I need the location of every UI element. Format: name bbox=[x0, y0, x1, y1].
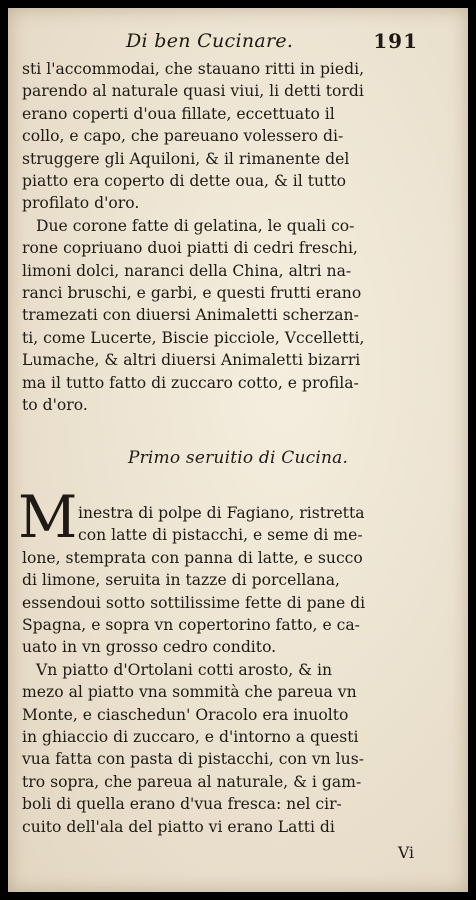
paragraph-3 bbox=[22, 502, 422, 659]
text-line: essendoui sotto sottilissime fette di pane di bbox=[22, 593, 366, 612]
text-line: ma il tutto fatto di zuccaro cotto, e profila- bbox=[22, 373, 359, 392]
text-line: lone, stemprata con panna di latte, e succo bbox=[22, 548, 363, 567]
running-head bbox=[8, 30, 468, 56]
text-line: rone copriuano duoi piatti di cedri freschi, bbox=[22, 239, 358, 258]
book-page bbox=[8, 8, 468, 892]
text-line: profilato d'oro. bbox=[22, 194, 140, 213]
text-line: boli di quella erano d'vua fresca: nel cir- bbox=[22, 795, 342, 814]
paragraph-2 bbox=[22, 215, 422, 417]
text-line: cuito dell'ala del piatto vi erano Latti di bbox=[22, 817, 335, 836]
text-line: piatto era coperto di dette oua, & il tutto bbox=[22, 172, 346, 191]
text-line: ranci bruschi, e garbi, e questi frutti erano bbox=[22, 284, 362, 303]
running-title: Di ben Cucinare. bbox=[126, 30, 294, 52]
page-number: 191 bbox=[373, 29, 418, 53]
text-line: sti l'accommodai, che stauano ritti in piedi, bbox=[22, 60, 365, 78]
text-line: tramezati con diuersi Animaletti scherzan- bbox=[22, 306, 359, 325]
paragraph-4 bbox=[22, 659, 422, 838]
paragraph-1 bbox=[22, 58, 422, 215]
text-line: Lumache, & altri diuersi Animaletti bizarri bbox=[22, 351, 361, 370]
text-line: Monte, e ciaschedun' Oracolo era inuolto bbox=[22, 705, 349, 724]
text-line: Due corone fatte di gelatina, le quali co- bbox=[36, 216, 355, 235]
body-text-bottom bbox=[22, 502, 422, 838]
text-line: Vn piatto d'Ortolani cotti arosto, & in bbox=[36, 660, 333, 679]
body-text-top bbox=[22, 58, 422, 417]
text-line: vua fatta con pasta di pistacchi, con vn lus- bbox=[22, 750, 364, 769]
text-line: ti, come Lucerte, Biscie picciole, Vccelletti, bbox=[22, 328, 365, 347]
section-heading: Primo seruitio di Cucina. bbox=[127, 448, 349, 468]
text-line: Spagna, e sopra vn copertorino fatto, e ca- bbox=[22, 616, 360, 635]
text-line: inestra di polpe di Fagiano, ristretta bbox=[78, 504, 365, 522]
text-line: struggere gli Aquiloni, & il rimanente del bbox=[22, 149, 350, 168]
text-line: erano coperti d'oua fillate, eccettuato il bbox=[22, 104, 335, 123]
text-line: uato in vn grosso cedro condito. bbox=[22, 638, 277, 657]
text-line: tro sopra, che pareua al naturale, & i gam- bbox=[22, 772, 362, 791]
text-line: con latte di pistacchi, e seme di me- bbox=[78, 526, 363, 545]
drop-cap: M bbox=[18, 483, 78, 551]
text-line: parendo al naturale quasi viui, li detti tordi bbox=[22, 82, 364, 101]
text-line: di limone, seruita in tazze di porcellana, bbox=[22, 571, 340, 590]
text-line: collo, e capo, che pareuano volessero di- bbox=[22, 127, 344, 146]
catchword: Vi bbox=[398, 844, 414, 862]
text-line: limoni dolci, naranci della China, altri na- bbox=[22, 261, 352, 280]
text-line: mezo al piatto vna sommità che pareua vn bbox=[22, 683, 357, 702]
text-line: in ghiaccio di zuccaro, e d'intorno a questi bbox=[22, 728, 359, 747]
text-line: to d'oro. bbox=[22, 396, 88, 415]
